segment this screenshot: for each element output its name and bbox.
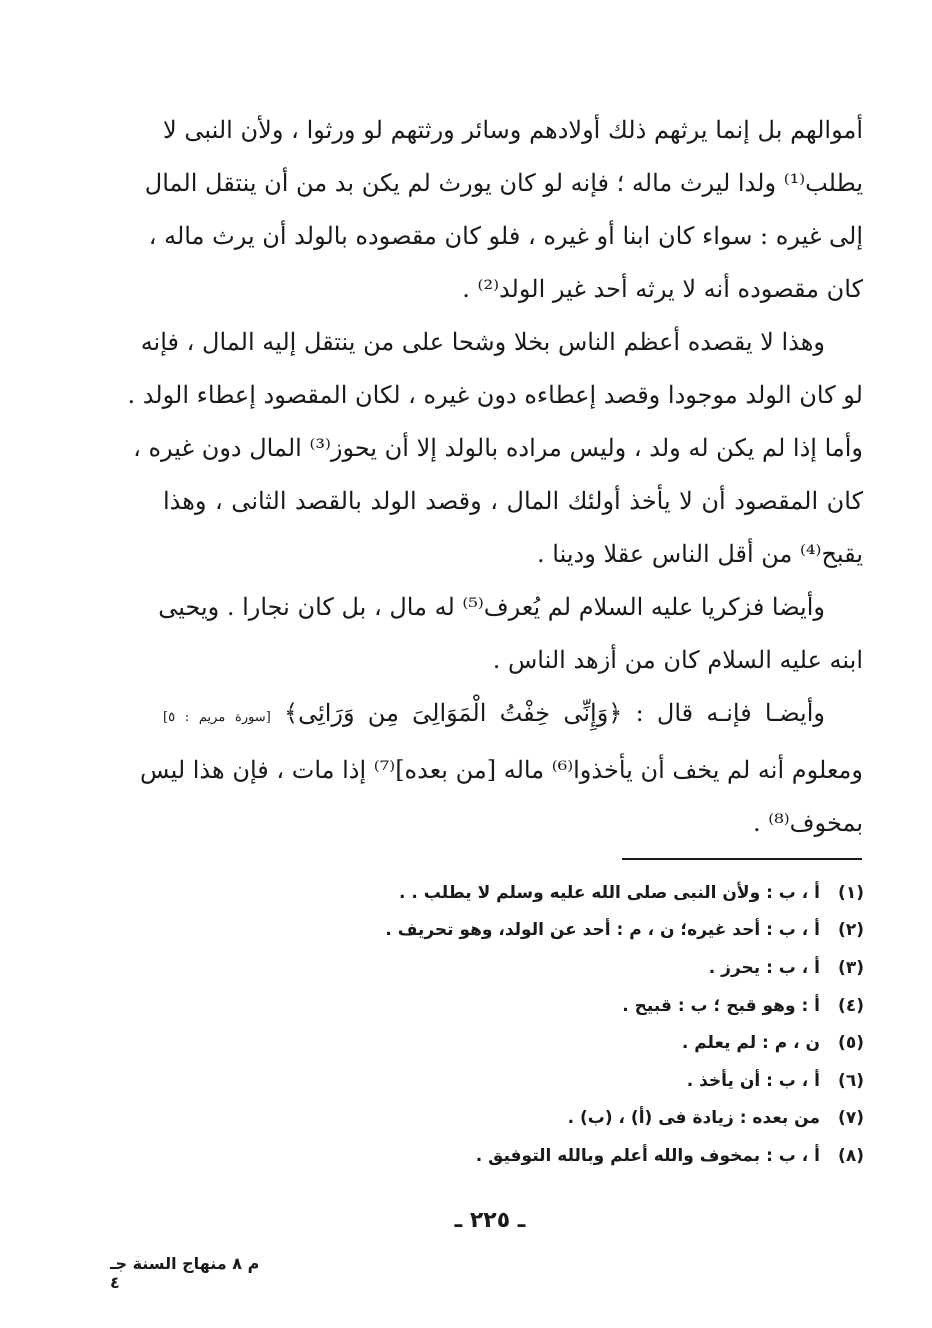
footnote <box>164 912 864 950</box>
text-line: ابنه عليه السلام كان من أزهد الناس . <box>492 646 863 674</box>
text-line: بمخوف⁽⁸⁾ . <box>753 809 863 837</box>
signature-line: م ٨ منهاج السنة جـ ٤ <box>110 1254 260 1292</box>
footnote <box>164 1137 864 1175</box>
text-line: وأما إذا لم يكن له ولد ، وليس مراده بالولد إلا أن يحوز⁽³⁾ المال دون غيره ، <box>133 434 863 462</box>
verse-reference: [سورة مريم : ٥] <box>163 710 271 725</box>
quran-verse: وأيضـا فإنـه قال : ﴿وَإِنِّى خِفْتُ الْمَوَالِىَ مِن وَرَائِى﴾ <box>284 699 825 727</box>
footnote-text: أ ، ب : أحد غيره؛ ن ، م : أحد عن الولد، وهو تحريف . <box>385 920 820 941</box>
text-line: يقبح⁽⁴⁾ من أقل الناس عقلا ودينا . <box>537 540 863 568</box>
footnote <box>164 987 864 1025</box>
footnote <box>164 1024 864 1062</box>
footnote-divider <box>622 858 862 860</box>
page-number: ـ ٢٢٥ ـ <box>454 1208 526 1233</box>
footnote-number: (٥) <box>838 1033 864 1054</box>
footnote-number: (٨) <box>838 1145 864 1166</box>
footnote <box>164 1062 864 1100</box>
footnote-number: (٧) <box>838 1108 864 1129</box>
text-line: وأيضا فزكريا عليه السلام لم يُعرف⁽⁵⁾ له مال ، بل كان نجارا . ويحيى <box>158 593 825 621</box>
text-line: إلى غيره : سواء كان ابنا أو غيره ، فلو كان مقصوده بالولد أن يرث ماله ، <box>148 222 863 250</box>
footnote-text: أ ، ب : بمخوف والله أعلم وبالله التوفيق . <box>475 1145 820 1166</box>
text-line: كان مقصوده أنه لا يرثه أحد غير الولد⁽²⁾ . <box>462 275 863 303</box>
text-line: لو كان الولد موجودا وقصد إعطاءه دون غيره ، لكان المقصود إعطاء الولد . <box>127 381 863 409</box>
footnote-number: (٣) <box>838 957 864 978</box>
text-line: ومعلوم أنه لم يخف أن يأخذوا⁽⁶⁾ ماله [من بعده]⁽⁷⁾ إذا مات ، فإن هذا ليس <box>139 756 863 784</box>
footnote-text: من بعده : زيادة فى (أ) ، (ب) . <box>567 1108 820 1129</box>
footnote <box>164 949 864 987</box>
text-line: يطلب⁽¹⁾ ولدا ليرث ماله ؛ فإنه لو كان يورث لم يكن بد من أن ينتقل المال <box>144 169 863 197</box>
main-text <box>127 104 863 850</box>
footnotes <box>164 874 864 1175</box>
text-line: أموالهم بل إنما يرثهم ذلك أولادهم وسائر ورثتهم لو ورثوا ، ولأن النبى لا <box>163 116 863 144</box>
footnote-number: (١) <box>838 882 864 903</box>
footnote <box>164 874 864 912</box>
footnote-text: أ ، ب : أن يأخذ . <box>686 1070 820 1091</box>
footnote-number: (٦) <box>838 1070 864 1091</box>
footnote-text: أ : وهو قبح ؛ ب : قبيح . <box>622 995 820 1016</box>
quran-verse-line <box>163 687 863 744</box>
footnote-number: (٢) <box>838 920 864 941</box>
footnote-number: (٤) <box>838 995 864 1016</box>
footnote <box>164 1100 864 1138</box>
text-line: كان المقصود أن لا يأخذ أولئك المال ، وقصد الولد بالقصد الثانى ، وهذا <box>163 487 863 515</box>
text-line: وهذا لا يقصده أعظم الناس بخلا وشحا على من ينتقل إليه المال ، فإنه <box>140 328 825 356</box>
footnote-text: أ ، ب : ولأن النبى صلى الله عليه وسلم لا يطلب . . <box>399 882 820 903</box>
footnote-text: ن ، م : لم يعلم . <box>681 1033 820 1054</box>
footnote-text: أ ، ب : يحرز . <box>708 957 820 978</box>
